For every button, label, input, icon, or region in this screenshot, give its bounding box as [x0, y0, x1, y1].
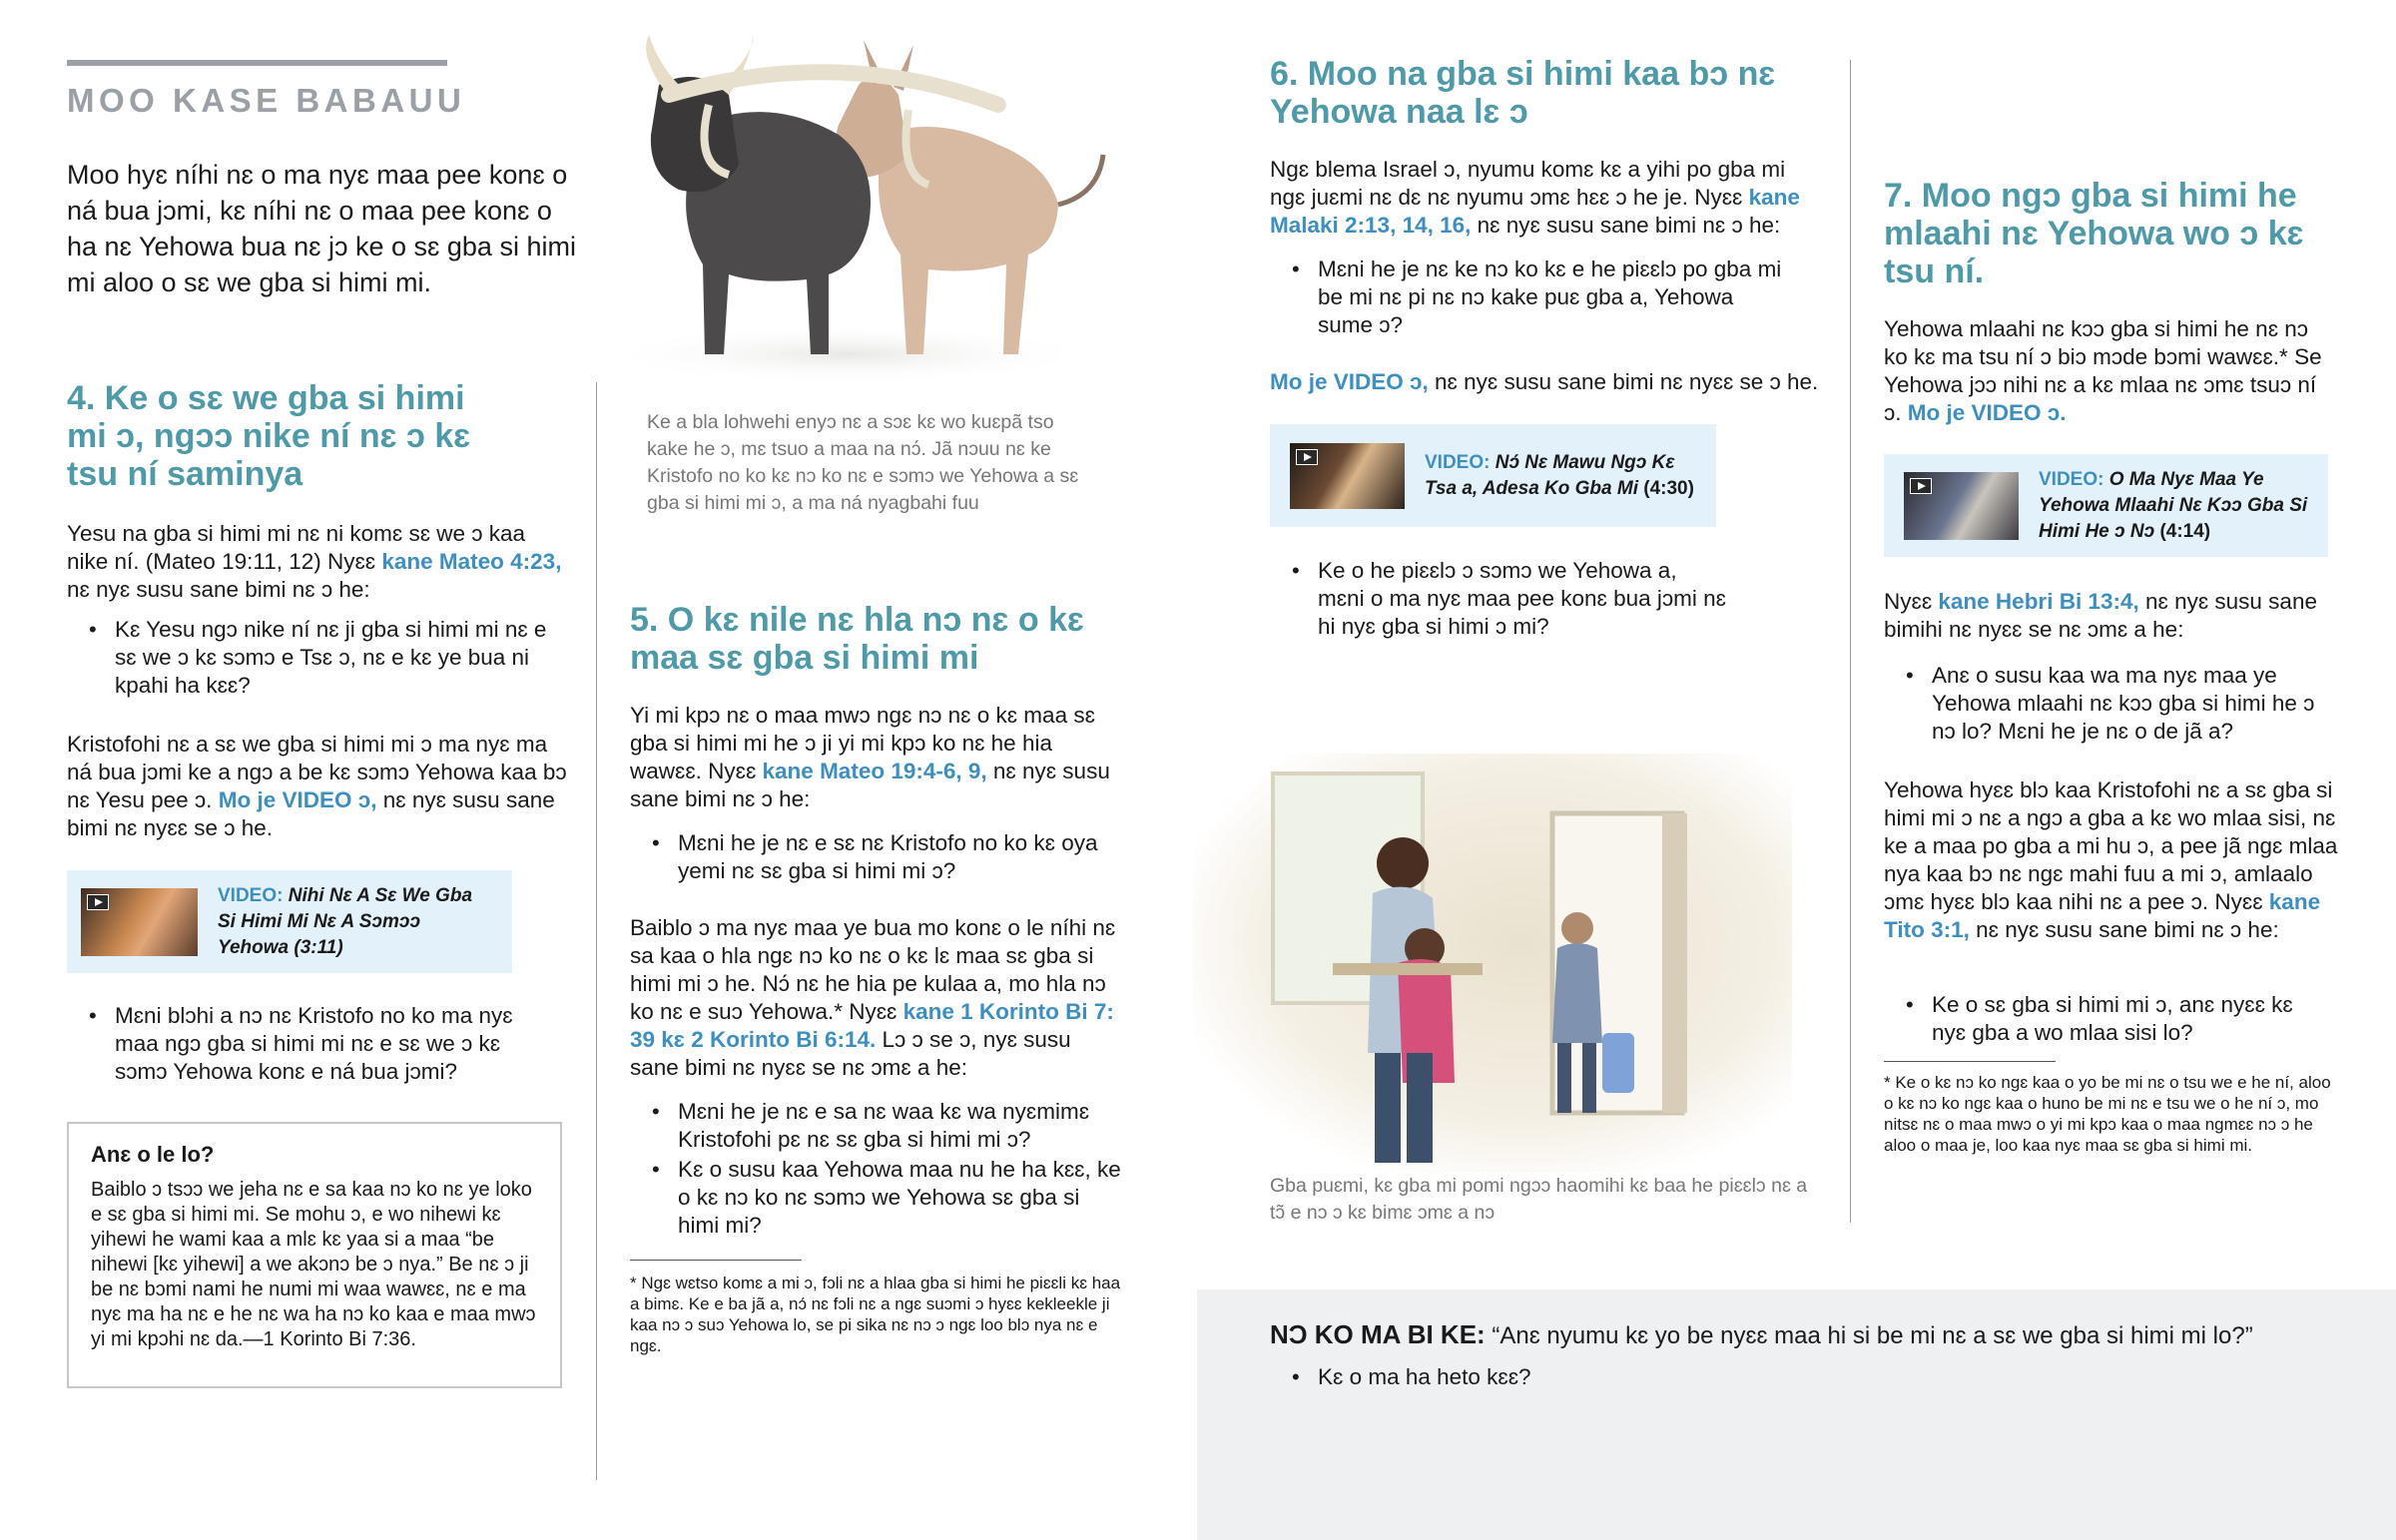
kicker: MOO KASE BABAUU: [67, 82, 466, 119]
column-divider: [1850, 60, 1851, 1223]
scripture-link[interactable]: kane Mateo 19:4-6, 9,: [762, 759, 987, 783]
question-item: • Mɛni he je nɛ e sa nɛ waa kɛ wa nyɛmimɛ Kristofohi pɛ nɛ sɛ gba si himi mi ɔ?: [630, 1098, 1124, 1154]
section-7-paragraph: Yehowa hyɛɛ blɔ kaa Kristofohi nɛ a sɛ gba si himi mi ɔ nɛ a ngɔ a gba a kɛ wo mlaa sisi, nɛ ke a maa po gba a mi hu ɔ, a pee jã ngɛ mlaa nya kaa bɔ nɛ ngɛ mahi fuu a mi ɔ, amlaalo ɔmɛ hyɛɛ blɔ kaa nihi nɛ a pee ɔ. Nyɛɛ kane Tito 3:1, nɛ nyɛ susu sane bimi nɛ ɔ he:: [1884, 777, 2338, 942]
video-box[interactable]: [1270, 424, 1716, 527]
footnote: * Ngɛ wɛtso komɛ a mi ɔ, fɔli nɛ a hlaa gba si himi he piɛɛli kɛ haa a bimɛ. Ke e ba jã a, nɔ́ nɛ fɔli nɛ a ngɛ suɔmi ɔ hyɛɛ kekleekle ji kaa nɔ ɔ suɔ Yehowa lo, se pi sika nɛ nɔ ɔ ngɛ loo blɔ nya nɛ e ngɛ.: [630, 1274, 1121, 1355]
question-item: • Kɛ Yesu ngɔ nike ní nɛ ji gba si himi mi nɛ e sɛ we ɔ kɛ sɔmɔ e Tsɛ ɔ, nɛ e kɛ ye bua ni kpahi ha kɛɛ?: [67, 616, 551, 700]
question-item: • Ke o sɛ gba si himi mi ɔ, anɛ nyɛɛ kɛ nyɛ gba a wo mlaa sisi lo?: [1884, 991, 2323, 1047]
video-thumbnail[interactable]: [1904, 472, 2019, 540]
question-list: [67, 616, 551, 700]
play-icon[interactable]: [1296, 449, 1318, 465]
question-item: • Mɛni he je nɛ e sɛ nɛ Kristofo no ko kɛ oya yemi nɛ sɛ gba si himi mi ɔ?: [630, 829, 1114, 885]
question-item: • Anɛ o susu kaa wa ma nyɛ maa ye Yehowa mlaahi nɛ kɔɔ gba si himi he ɔ nɔ lo? Mɛni he je nɛ o de jã a?: [1884, 662, 2323, 746]
section-4-paragraph: Kristofohi nɛ a sɛ we gba si himi mi ɔ ma nyɛ ma ná bua jɔmi ke a ngɔ a be kɛ sɔmɔ Yehowa kaa bɔ nɛ Yesu pee ɔ. Mo je VIDEO ɔ, nɛ nyɛ susu sane bimi nɛ nyɛɛ se ɔ he.: [67, 732, 567, 840]
section-7-heading: 7. Moo ngɔ gba si himi he mlaahi nɛ Yehowa wo ɔ kɛ tsu ní.: [1884, 177, 2304, 290]
scripture-link[interactable]: kane Mateo 4:23,: [381, 549, 562, 574]
video-link[interactable]: Mo je VIDEO ɔ,: [1270, 369, 1429, 394]
section-5-paragraph: Yi mi kpɔ nɛ o maa mwɔ ngɛ nɔ nɛ o kɛ maa sɛ gba si himi mi he ɔ ji yi mi kpɔ ko nɛ he hia wawɛɛ. Nyɛɛ kane Mateo 19:4-6, 9, nɛ nyɛ susu sane bimi nɛ ɔ he:: [630, 703, 1110, 811]
scripture-link[interactable]: kane Malaki 2:13, 14, 16,: [1270, 185, 1800, 238]
section-4-paragraph: Yesu na gba si himi mi nɛ ni komɛ sɛ we ɔ kaa nike ní. (Mateo 19:11, 12) Nyɛɛ kane Mateo 4:23, nɛ nyɛ susu sane bimi nɛ ɔ he:: [67, 521, 562, 602]
question-item: • Mɛni blɔhi a nɔ nɛ Kristofo no ko ma nyɛ maa ngɔ gba si himi mi nɛ e sɛ we ɔ kɛ sɔmɔ Yehowa konɛ e ná bua jɔmi?: [67, 1002, 551, 1086]
video-box[interactable]: [67, 870, 512, 973]
scripture-link[interactable]: kane Tito 3:1,: [1884, 889, 2321, 942]
play-icon[interactable]: [1910, 478, 1932, 494]
video-thumbnail[interactable]: [1290, 443, 1405, 509]
video-caption: VIDEO: O Ma Nyɛ Maa Ye Yehowa Mlaahi Nɛ Kɔɔ Gba Si Himi He ɔ Nɔ (4:14): [2039, 468, 2308, 542]
intro-text: Moo hyɛ níhi nɛ o ma nyɛ maa pee konɛ o ná bua jɔmi, kɛ níhi nɛ o maa pee konɛ o ha nɛ Yehowa bua nɛ jɔ ke o sɛ gba si himi mi aloo o sɛ we gba si himi mi.: [67, 160, 576, 297]
section-6-paragraph: Ngɛ blema Israel ɔ, nyumu komɛ kɛ a yihi po gba mi ngɛ juɛmi nɛ dɛ nɛ nyumu ɔmɛ hɛɛ ɔ he je. Nyɛɛ kane Malaki 2:13, 14, 16, nɛ nyɛ susu sane bimi nɛ ɔ he:: [1270, 157, 1800, 238]
section-6-heading: 6. Moo na gba si himi kaa bɔ nɛ Yehowa naa lɛ ɔ: [1270, 55, 1776, 131]
illustration-caption: Gba puɛmi, kɛ gba mi pomi ngɔɔ haomihi kɛ baa he piɛɛlɔ nɛ a tɔ̃ e nɔ ɔ kɛ bimɛ ɔmɛ a nɔ: [1270, 1175, 1808, 1224]
section-7-paragraph: Yehowa mlaahi nɛ kɔɔ gba si himi he nɛ nɔ ko kɛ ma tsu ní ɔ biɔ mɔde bɔmi wawɛɛ.* Se Yehowa jɔɔ nihi nɛ a kɛ mlaa nɛ ɔmɛ tsuɔ ní ɔ. Mo je VIDEO ɔ.: [1884, 316, 2322, 425]
question-item: • Mɛni he je nɛ ke nɔ ko kɛ e he piɛɛlɔ po gba mi be mi nɛ pi nɛ nɔ kake puɛ gba a, Yehowa sume ɔ?: [1270, 256, 1789, 339]
question-list: [1884, 991, 2323, 1047]
question-item: • Ke o he piɛɛlɔ ɔ sɔmɔ we Yehowa a, mɛni o ma nyɛ maa pee konɛ bua jɔmi nɛ hi nyɛ gba si himi ɔ mi?: [1270, 557, 1729, 641]
illustration-caption: Ke a bla lohwehi enyɔ nɛ a sɔɛ kɛ wo kuɛpã tso kake he ɔ, mɛ tsuo a maa na nɔ́. Jã nɔuu nɛ ke Kristofo no ko kɛ nɔ ko nɛ e sɔmɔ we Yehowa a sɛ gba si himi mi ɔ, a ma ná nyagbahi fuu: [647, 411, 1079, 514]
question-list: [630, 829, 1114, 885]
did-you-know-box: [67, 1122, 562, 1388]
section-7-paragraph: Nyɛɛ kane Hebri Bi 13:4, nɛ nyɛ susu sane bimihi nɛ nyɛɛ se nɛ ɔmɛ a he:: [1884, 589, 2317, 642]
section-5-heading: 5. O kɛ nile nɛ hla nɔ nɛ o kɛ maa sɛ gba si himi mi: [630, 601, 1084, 677]
section-4-heading: 4. Ke o sɛ we gba si himi mi ɔ, ngɔɔ nike ní nɛ ɔ kɛ tsu ní saminya: [67, 379, 471, 493]
question-list: [1270, 557, 1729, 641]
video-caption: VIDEO: Nɔ́ Nɛ Mawu Ngɔ Kɛ Tsa a, Adesa Ko Gba Mi (4:30): [1425, 451, 1694, 499]
video-link[interactable]: Mo je VIDEO ɔ,: [218, 787, 377, 812]
someone-might-ask-label: NƆ KO MA BI KE:: [1270, 1319, 1486, 1349]
question-list: [1270, 1363, 1869, 1391]
question-list: [1884, 662, 2323, 746]
footnote-rule: [1884, 1061, 2056, 1062]
kicker-rule: [67, 60, 447, 66]
section-5-paragraph: Baiblo ɔ ma nyɛ maa ye bua mo konɛ o le níhi nɛ sa kaa o hla ngɛ nɔ ko nɛ o kɛ lɛ maa sɛ gba si himi mi ɔ he. Nɔ́ nɛ he hia pe kulaa a, mo hla nɔ ko nɛ e suɔ Yehowa.* Nyɛɛ kane 1 Korinto Bi 7: 39 kɛ 2 Korinto Bi 6:14. Lɔ ɔ se ɔ, nyɛ susu sane bimi nɛ nyɛɛ se nɛ ɔmɛ a he:: [630, 915, 1116, 1080]
question-item: • Kɛ o ma ha heto kɛɛ?: [1270, 1363, 1869, 1391]
someone-might-ask-question: NƆ KO MA BI KE: “Anɛ nyumu kɛ yo be nyɛɛ maa hi si be mi nɛ a sɛ we gba si himi mi lo?”: [1270, 1319, 2253, 1349]
question-list: [1270, 256, 1789, 339]
scripture-link[interactable]: kane 1 Korinto Bi 7: 39 kɛ 2 Korinto Bi 6:14.: [630, 999, 1114, 1052]
video-box[interactable]: [1884, 454, 2328, 557]
question-list: [67, 1002, 551, 1086]
question-list: [630, 1098, 1124, 1240]
yoked-animals-illustration: [579, 25, 1118, 384]
family-separation-illustration: [1193, 754, 1792, 1173]
question-item: • Kɛ o susu kaa Yehowa maa nu he ha kɛɛ, ke o kɛ nɔ ko nɛ sɔmɔ we Yehowa sɛ gba si himi mi?: [630, 1156, 1124, 1240]
footnote: * Ke o kɛ nɔ ko ngɛ kaa o yo be mi nɛ o tsu we e he ní, aloo o kɛ nɔ ko ngɛ kaa o huno be mi nɛ e tsu we o he ní ɔ, mo nitsɛ nɛ o maa mwɔ o yi mi kpɔ kaa o maa ngmɛɛ nɔ ɔ he aloo o maa je, loo kaa nyɛ maa sɛ gba si himi mi.: [1884, 1073, 2331, 1155]
video-thumbnail[interactable]: [81, 888, 198, 956]
section-6-paragraph: Mo je VIDEO ɔ, nɛ nyɛ susu sane bimi nɛ nyɛɛ se ɔ he.: [1270, 369, 1819, 394]
column-divider: [596, 382, 597, 1480]
footnote-rule: [630, 1260, 802, 1261]
scripture-link[interactable]: kane Hebri Bi 13:4,: [1938, 589, 2139, 614]
play-icon[interactable]: [87, 894, 109, 910]
video-caption: VIDEO: Nihi Nɛ A Sɛ We Gba Si Himi Mi Nɛ A Sɔmɔɔ Yehowa (3:11): [218, 884, 473, 958]
box-title: Anɛ o le lo?: [91, 1142, 215, 1167]
video-link[interactable]: Mo je VIDEO ɔ.: [1907, 400, 2067, 425]
box-text: Baiblo ɔ tsɔɔ we jeha nɛ e sa kaa nɔ ko nɛ ye loko e sɛ gba si himi mi. Se mohu ɔ, e wo nihewi kɛ yihewi he wami kaa a mlɛ kɛ yaa si a maa “be nihewi [kɛ yihewi] a we akɔnɔ be ɔ nya.” Be nɛ ɔ ji be nɛ bɔmi nami he numi mi waa wawɛɛ, nɛ e ma nyɛ ma ha nɛ e he nɛ wa ha nɔ ko kaa e maa mwɔ yi mi kpɔhi nɛ da.—1 Korinto Bi 7:36.: [91, 1179, 536, 1350]
